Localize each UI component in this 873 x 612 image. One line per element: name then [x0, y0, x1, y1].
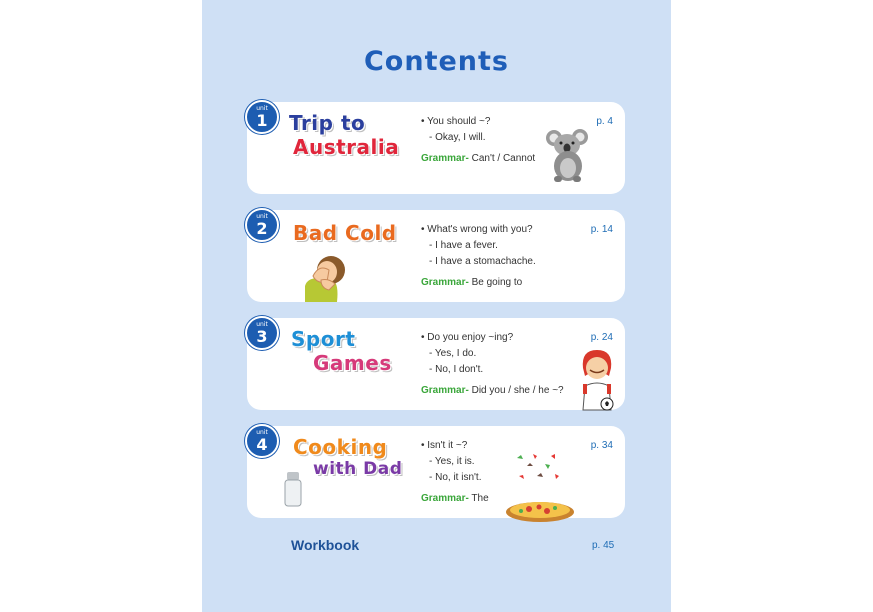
grammar-line — [421, 383, 564, 399]
soccer-girl-icon — [577, 348, 617, 410]
unit-title-line2: Australia — [293, 135, 400, 159]
unit-title-line1: Sport — [291, 327, 356, 351]
unit-lines — [421, 222, 536, 291]
salt-shaker-icon — [283, 472, 303, 508]
page-number: p. 4 — [596, 116, 613, 127]
unit-badge-label: unit — [256, 213, 268, 220]
grammar-label: Grammar- — [421, 385, 469, 396]
unit-title-line1: Bad Cold — [293, 221, 397, 245]
grammar-text: Be going to — [471, 277, 523, 288]
unit-badge-number: 1 — [256, 111, 268, 130]
workbook-link[interactable]: Workbook — [291, 537, 360, 553]
grammar-line — [421, 151, 535, 167]
page-number: p. 14 — [590, 224, 613, 235]
unit-badge-number: 3 — [256, 327, 268, 346]
unit-badge-label: unit — [256, 105, 268, 112]
unit-line: • Isn't it ~? — [421, 440, 468, 451]
unit-line: - I have a fever. — [429, 240, 498, 251]
unit-line: - Yes, it is. — [429, 456, 475, 467]
sick-child-icon — [299, 250, 355, 302]
unit-title-line2: Games — [313, 351, 392, 375]
unit-line: • What's wrong with you? — [421, 224, 533, 235]
unit-badge-label: unit — [256, 429, 268, 436]
unit-card-1[interactable] — [247, 102, 625, 194]
page-title: Contents — [363, 46, 509, 77]
unit-badge — [245, 424, 279, 458]
unit-card-3[interactable] — [247, 318, 625, 410]
unit-line: - I have a stomachache. — [429, 256, 536, 267]
unit-lines — [421, 330, 564, 399]
page-number: p. 34 — [590, 440, 613, 451]
unit-card-2[interactable] — [247, 210, 625, 302]
unit-badge-number: 4 — [256, 435, 268, 454]
unit-line: - No, it isn't. — [429, 472, 482, 483]
page-number: p. 24 — [590, 332, 613, 343]
grammar-line — [421, 491, 489, 507]
grammar-line — [421, 275, 536, 291]
koala-icon — [545, 128, 591, 184]
contents-page — [202, 0, 671, 612]
unit-line: - No, I don't. — [429, 364, 484, 375]
unit-lines — [421, 114, 535, 167]
unit-title-line1: Trip to — [289, 111, 366, 135]
unit-line: - Okay, I will. — [429, 132, 486, 143]
unit-card-4[interactable] — [247, 426, 625, 518]
pizza-icon — [503, 450, 577, 524]
grammar-label: Grammar- — [421, 153, 469, 164]
unit-badge — [245, 100, 279, 134]
grammar-label: Grammar- — [421, 493, 469, 504]
workbook-page-number: p. 45 — [592, 540, 615, 551]
unit-badge — [245, 208, 279, 242]
grammar-text: The — [471, 493, 489, 504]
unit-line: • You should ~? — [421, 116, 491, 127]
unit-title-line2: with Dad — [313, 459, 403, 479]
unit-badge-number: 2 — [256, 219, 268, 238]
grammar-text: Can't / Cannot — [471, 153, 536, 164]
unit-lines — [421, 438, 489, 507]
unit-line: - Yes, I do. — [429, 348, 477, 359]
unit-badge-label: unit — [256, 321, 268, 328]
grammar-label: Grammar- — [421, 277, 469, 288]
grammar-text: Did you / she / he ~? — [471, 385, 564, 396]
unit-line: • Do you enjoy ~ing? — [421, 332, 514, 343]
unit-badge — [245, 316, 279, 350]
unit-title-line1: Cooking — [293, 435, 388, 459]
